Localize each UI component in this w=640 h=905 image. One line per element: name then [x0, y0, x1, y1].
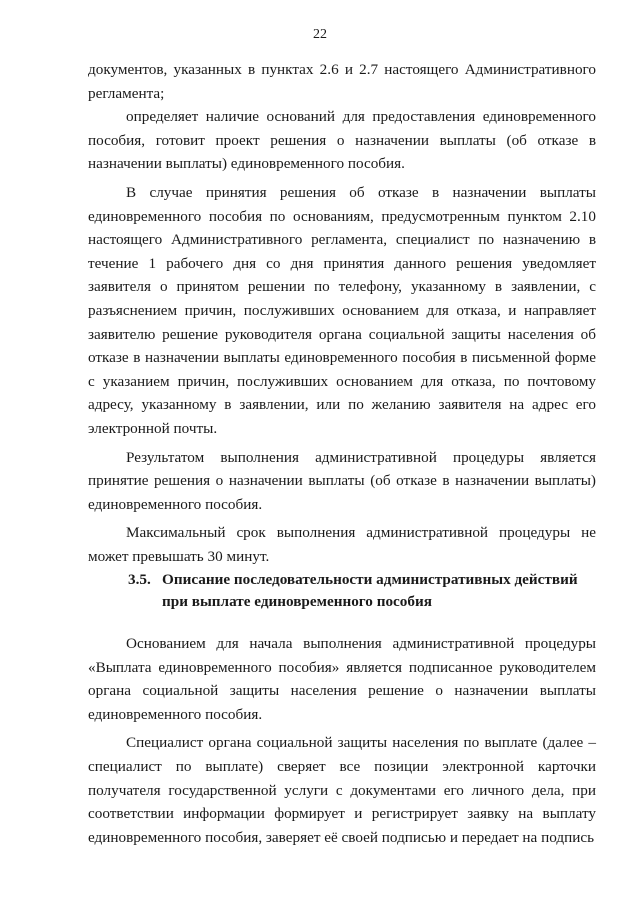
section-number: 3.5. [128, 571, 151, 588]
section-title-line-2: при выплате единовременного пособия [162, 593, 432, 610]
paragraph-1: документов, указанных в пунктах 2.6 и 2.7 настоящего Административного регламента; [88, 61, 596, 102]
page-number: 22 [313, 27, 327, 42]
paragraph-5: Максимальный срок выполнения административной процедуры не может превышать 30 минут. [88, 524, 596, 565]
paragraph-7: Специалист органа социальной защиты населения по выплате (далее – специалист по выплате) сверяет все позиции электронной карточки получателя государственной услуги с документами его личного дела, при соответствии информации формирует и регистрирует заявку на выплату единовременного пособия, заверяет её своей подписью и передает на подпись [88, 734, 596, 846]
text-block-2 [88, 632, 596, 849]
text-block-1 [88, 58, 596, 568]
section-title-line-1: Описание последовательности административных действий [162, 571, 578, 588]
section-heading [128, 569, 596, 613]
paragraph-6: Основанием для начала выполнения административной процедуры «Выплата единовременного пособия» является подписанное руководителем органа социальной защиты населения решение о назначении выплаты единовременного пособия. [88, 635, 596, 723]
paragraph-3: В случае принятия решения об отказе в назначении выплаты единовременного пособия по основаниям, предусмотренным пунктом 2.10 настоящего Административного регламента, специалист по назначению в течение 1 рабочего дня со дня принятия данного решения уведомляет заявителя о принятом решении по телефону, указанному в заявлении, с разъяснением причин, послуживших основанием для отказа, и направляет заявителю решение руководителя органа социальной защиты населения об отказе в назначении выплаты единовременного пособия в письменной форме с указанием причин, послуживших основанием для отказа, по почтовому адресу, указанному в заявлении, или по желанию заявителя на адрес его электронной почты. [88, 183, 596, 437]
paragraph-4: Результатом выполнения административной процедуры является принятие решения о назначении выплаты (об отказе в назначении выплаты) единовременного пособия. [88, 448, 596, 513]
paragraph-2: определяет наличие оснований для предоставления единовременного пособия, готовит проект решения о назначении выплаты (об отказе в назначении выплаты) единовременного пособия. [88, 108, 596, 173]
